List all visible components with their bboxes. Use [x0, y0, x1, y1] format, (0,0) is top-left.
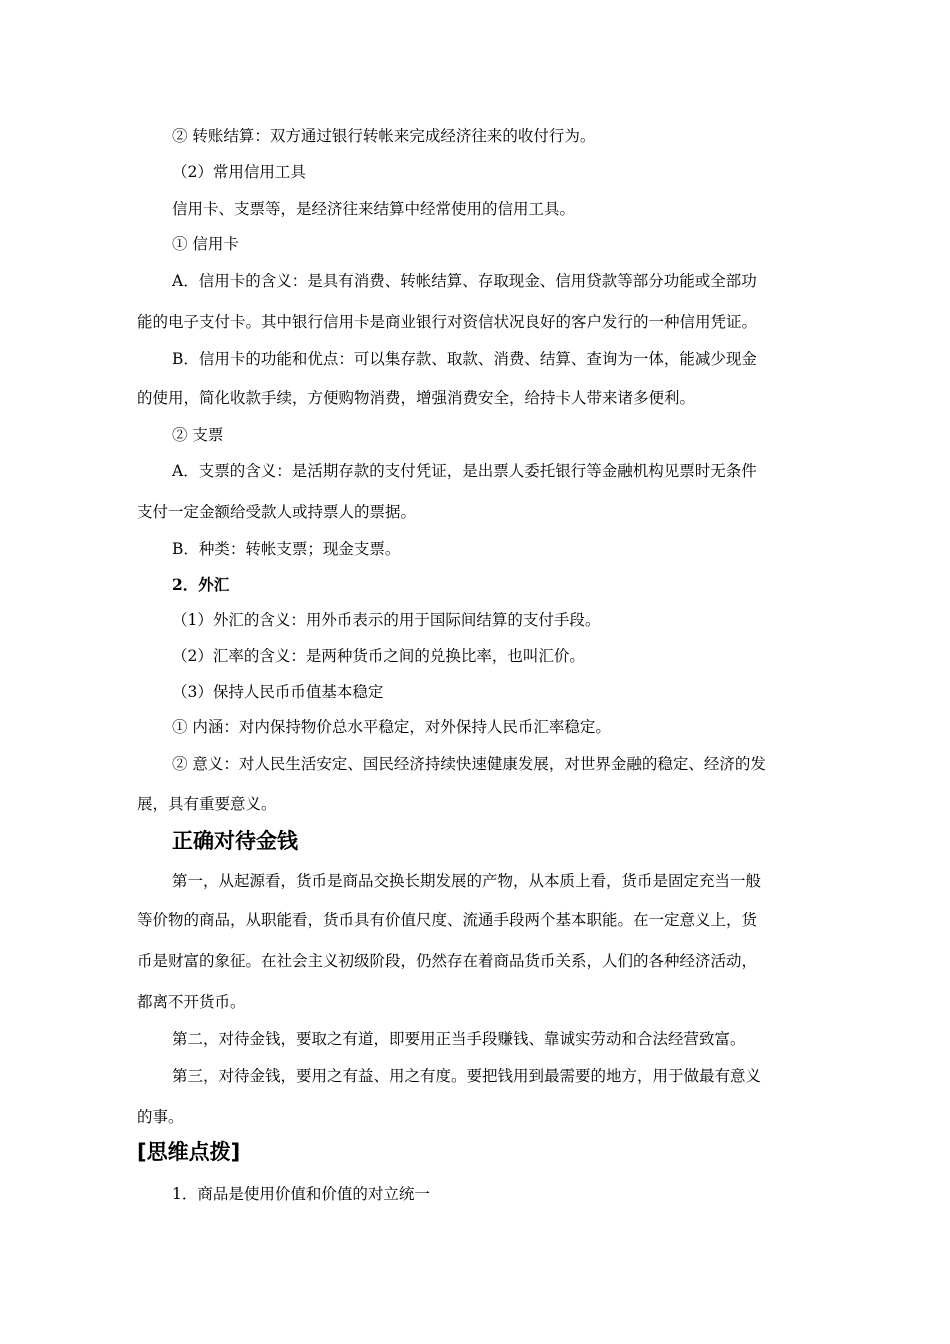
subheading-cheque: ② 支票 [172, 426, 224, 444]
section-heading-money-attitude: 正确对待金钱 [172, 829, 298, 853]
paragraph-cheque-meaning-line1: A．支票的含义：是活期存款的支付凭证，是出票人委托银行等金融机构见票时无条件 [172, 462, 757, 480]
paragraph-first-line3: 币是财富的象征。在社会主义初级阶段，仍然存在着商品货币关系，人们的各种经济活动， [137, 952, 758, 970]
paragraph-transfer-settlement: ② 转账结算：双方通过银行转帐来完成经济往来的收付行为。 [172, 127, 596, 145]
paragraph-credit-card-function-line2: 的使用，简化收款手续，方便购物消费，增强消费安全，给持卡人带来诸多便利。 [137, 389, 696, 407]
paragraph-third-line1: 第三，对待金钱，要用之有益、用之有度。要把钱用到最需要的地方，用于做最有意义 [172, 1067, 762, 1085]
paragraph-third-line2: 的事。 [137, 1108, 184, 1126]
paragraph-fx-meaning: （1）外汇的含义：用外币表示的用于国际间结算的支付手段。 [172, 611, 601, 629]
paragraph-exchange-rate-meaning: （2）汇率的含义：是两种货币之间的兑换比率，也叫汇价。 [172, 647, 585, 665]
paragraph-rmb-significance-line1: ② 意义：对人民生活安定、国民经济持续快速健康发展，对世界金融的稳定、经济的发 [172, 755, 766, 773]
paragraph-cheque-types: B．种类：转帐支票；现金支票。 [172, 540, 401, 558]
paragraph-rmb-connotation: ① 内涵：对内保持物价总水平稳定，对外保持人民币汇率稳定。 [172, 718, 611, 736]
paragraph-credit-card-meaning-line1: A．信用卡的含义：是具有消费、转帐结算、存取现金、信用贷款等部分功能或全部功 [172, 272, 757, 290]
subheading-rmb-stability: （3）保持人民币币值基本稳定 [172, 683, 384, 701]
subheading-credit-card: ① 信用卡 [172, 235, 239, 253]
paragraph-first-line4: 都离不开货币。 [137, 993, 246, 1011]
section-heading-thinking-tips: [思维点拨] [137, 1140, 241, 1164]
paragraph-commodity: 1．商品是使用价值和价值的对立统一 [172, 1185, 430, 1203]
paragraph-credit-tools-intro: 信用卡、支票等，是经济往来结算中经常使用的信用工具。 [172, 200, 576, 218]
paragraph-credit-card-meaning-line2: 能的电子支付卡。其中银行信用卡是商业银行对资信状况良好的客户发行的一种信用凭证。 [137, 313, 758, 331]
paragraph-rmb-significance-line2: 展，具有重要意义。 [137, 795, 277, 813]
paragraph-credit-card-function-line1: B．信用卡的功能和优点：可以集存款、取款、消费、结算、查询为一体，能减少现金 [172, 350, 757, 368]
paragraph-second: 第二，对待金钱，要取之有道，即要用正当手段赚钱、靠诚实劳动和合法经营致富。 [172, 1030, 746, 1048]
paragraph-first-line2: 等价物的商品，从职能看，货币具有价值尺度、流通手段两个基本职能。在一定意义上，货 [137, 911, 758, 929]
paragraph-cheque-meaning-line2: 支付一定金额给受款人或持票人的票据。 [137, 503, 417, 521]
paragraph-first-line1: 第一，从起源看，货币是商品交换长期发展的产物，从本质上看，货币是固定充当一般 [172, 872, 762, 890]
subheading-foreign-exchange: 2．外汇 [172, 575, 230, 594]
subheading-credit-tools: （2）常用信用工具 [172, 163, 306, 181]
